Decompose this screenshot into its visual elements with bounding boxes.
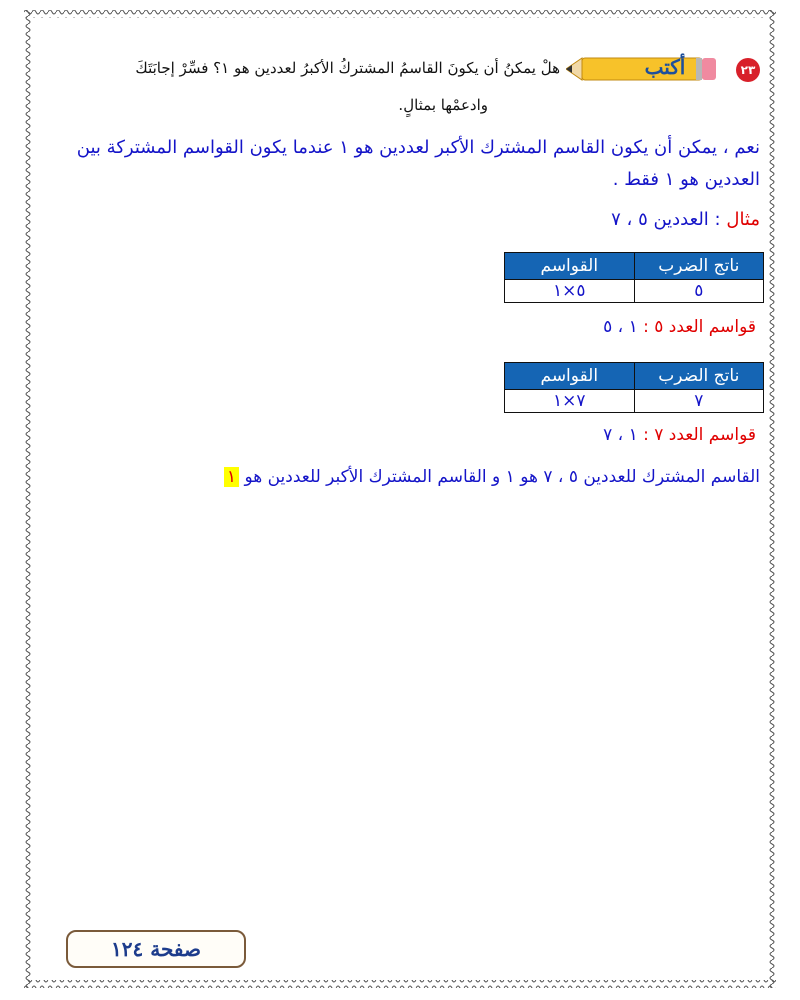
question-text-line2: وادعمْها بمثالٍ. xyxy=(398,96,488,114)
table-header-divisors: القواسم xyxy=(505,363,635,390)
divisors-of-5 xyxy=(603,316,756,338)
table-cell-divisors: ٥×١ xyxy=(505,280,635,303)
example-line xyxy=(611,206,760,234)
write-label: أكتب xyxy=(644,55,686,79)
divisors-values: ١ ، ٥ xyxy=(603,317,638,337)
conclusion-answer-highlight: ١ xyxy=(224,467,239,487)
table-header-product: ناتج الضرب xyxy=(634,363,763,390)
divisors-of-7 xyxy=(603,424,756,446)
table-cell-product: ٥ xyxy=(634,280,763,303)
page-number-box: صفحة ١٢٤ xyxy=(66,930,246,968)
conclusion-text: القاسم المشترك للعددين ٥ ، ٧ هو ١ و القاسم المشترك الأكبر للعددين هو xyxy=(244,467,760,487)
divisors-label: قواسم العدد ٧ : xyxy=(643,425,756,445)
divisors-values: ١ ، ٧ xyxy=(603,425,638,445)
example-separator: : xyxy=(714,209,721,230)
question-text-line1: هلْ يمكنُ أن يكونَ القاسمُ المشتركُ الأكبرُ لعددين هو ١؟ فسِّرْ إجابَتَكَ xyxy=(135,59,560,77)
question-header xyxy=(40,50,760,90)
table-header-product: ناتج الضرب xyxy=(634,253,763,280)
example-numbers: العددين ٥ ، ٧ xyxy=(611,209,709,230)
table-cell-product: ٧ xyxy=(634,390,763,413)
divisors-table-5 xyxy=(504,252,764,303)
table-cell-divisors: ٧×١ xyxy=(505,390,635,413)
divisors-label: قواسم العدد ٥ : xyxy=(643,317,756,337)
conclusion-line xyxy=(224,464,760,490)
answer-text: نعم ، يمكن أن يكون القاسم المشترك الأكبر لعددين هو ١ عندما يكون القواسم المشتركة بين العددين هو ١ فقط . xyxy=(76,137,760,190)
divisors-table-7 xyxy=(504,362,764,413)
table-header-divisors: القواسم xyxy=(505,253,635,280)
question-number-badge: ٢٣ xyxy=(736,58,760,82)
example-label: مثال xyxy=(726,209,760,230)
